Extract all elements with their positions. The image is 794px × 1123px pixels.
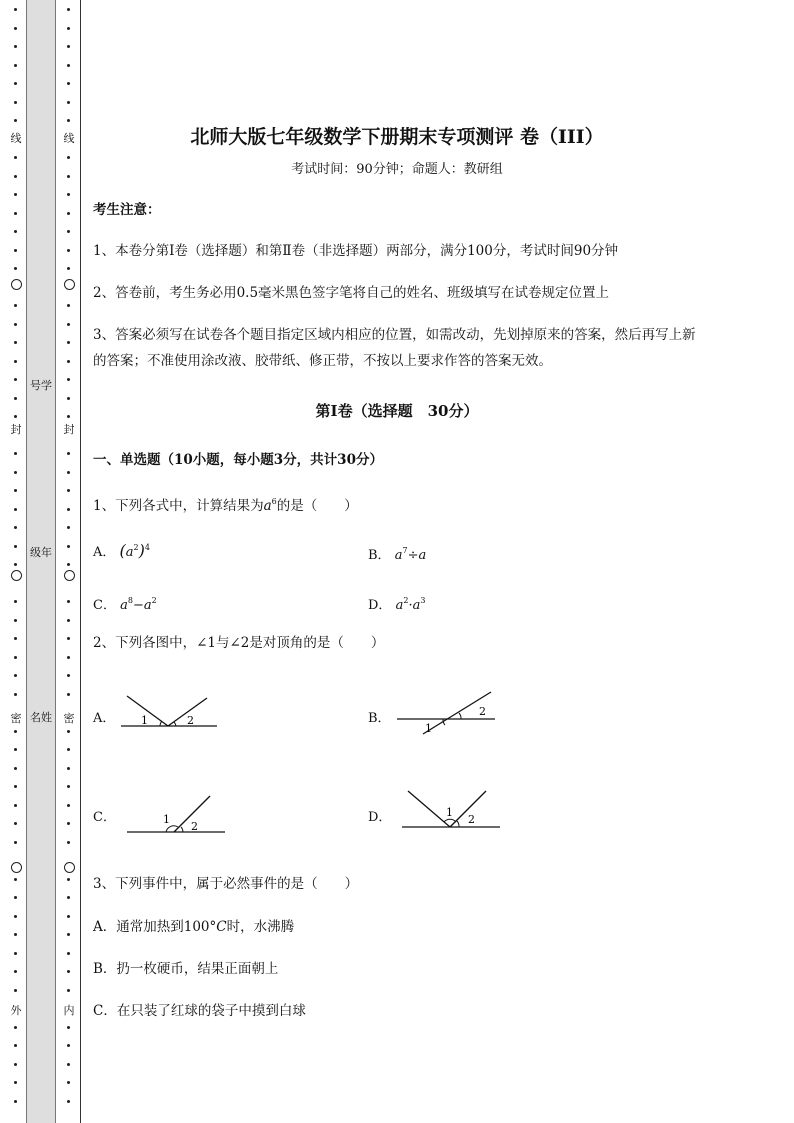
student-id-label: 号学 bbox=[30, 379, 52, 392]
seal-dot bbox=[14, 415, 17, 418]
seal-dot bbox=[14, 267, 17, 270]
seal-dot bbox=[14, 748, 17, 751]
seal-circle-icon bbox=[11, 862, 22, 873]
seal-dot bbox=[67, 785, 70, 788]
q3-option-a[interactable]: A．通常加热到100°C时，水沸腾 bbox=[93, 919, 295, 935]
seal-dot bbox=[67, 822, 70, 825]
seal-dot bbox=[14, 674, 17, 677]
seal-circle-icon bbox=[11, 279, 22, 290]
seal-dot bbox=[14, 822, 17, 825]
seal-dot bbox=[67, 989, 70, 992]
seal-dot bbox=[14, 119, 17, 122]
seal-dot bbox=[67, 8, 70, 11]
seal-dot bbox=[14, 1081, 17, 1084]
seal-dot bbox=[14, 915, 17, 918]
seal-dot bbox=[14, 212, 17, 215]
angle-1-label: 1 bbox=[163, 813, 170, 826]
seal-dot bbox=[14, 156, 17, 159]
seal-dot bbox=[14, 471, 17, 474]
seal-dot bbox=[14, 545, 17, 548]
seal-dot bbox=[14, 101, 17, 104]
seal-dot bbox=[67, 730, 70, 733]
seal-dot bbox=[67, 970, 70, 973]
class-label: 级年 bbox=[30, 546, 52, 559]
seal-dot bbox=[14, 693, 17, 696]
question-2-stem: 2、下列各图中，∠1与∠2是对顶角的是（ ） bbox=[93, 635, 385, 651]
angle-2-label: 2 bbox=[187, 714, 194, 727]
seal-dot bbox=[14, 27, 17, 30]
section-title: 第I卷（选择题 30分） bbox=[315, 402, 479, 420]
seal-dot bbox=[14, 452, 17, 455]
angle-2-label: 2 bbox=[191, 820, 198, 833]
q3-option-b[interactable]: B．扔一枚硬币，结果正面朝上 bbox=[93, 961, 279, 977]
seal-dot bbox=[14, 378, 17, 381]
seal-dot bbox=[14, 341, 17, 344]
notice-item-1: 1、本卷分第I卷（选择题）和第Ⅱ卷（非选择题）两部分，满分100分，考试时间90分钟 bbox=[93, 243, 619, 259]
seal-dot bbox=[14, 193, 17, 196]
seal-dot bbox=[67, 397, 70, 400]
seal-dot bbox=[14, 45, 17, 48]
seal-char: 密 bbox=[63, 712, 75, 725]
seal-dot bbox=[67, 1044, 70, 1047]
seal-dot bbox=[67, 545, 70, 548]
seal-dot bbox=[14, 64, 17, 67]
seal-dot bbox=[14, 730, 17, 733]
q2-option-d-label[interactable]: D． bbox=[368, 810, 392, 825]
seal-dot bbox=[67, 767, 70, 770]
notice-item-3-cont: 的答案；不准使用涂改液、胶带纸、修正带，不按以上要求作答的答案无效。 bbox=[93, 353, 552, 369]
question-3-stem: 3、下列事件中，属于必然事件的是（ ） bbox=[93, 876, 359, 892]
seal-dot bbox=[67, 230, 70, 233]
seal-dot bbox=[14, 878, 17, 881]
seal-dot bbox=[14, 489, 17, 492]
seal-dot bbox=[67, 563, 70, 566]
seal-circle-icon bbox=[11, 570, 22, 581]
seal-dot bbox=[67, 878, 70, 881]
seal-dot bbox=[67, 841, 70, 844]
notice-item-2: 2、答卷前，考生务必用0.5毫米黑色签字笔将自己的姓名、班级填写在试卷规定位置上 bbox=[93, 285, 610, 301]
q2-option-b-label[interactable]: B． bbox=[368, 711, 391, 726]
seal-char: 封 bbox=[10, 423, 22, 436]
seal-dot bbox=[67, 619, 70, 622]
seal-dot bbox=[14, 1100, 17, 1103]
seal-char: 线 bbox=[63, 132, 75, 145]
seal-dot bbox=[67, 508, 70, 511]
seal-dot bbox=[67, 452, 70, 455]
seal-dot bbox=[67, 896, 70, 899]
seal-dot bbox=[67, 693, 70, 696]
right-dot-column bbox=[62, 0, 76, 1123]
part-heading: 一、单选题（10小题，每小题3分，共计30分） bbox=[93, 452, 383, 468]
seal-dot bbox=[67, 1081, 70, 1084]
name-label: 名姓 bbox=[30, 711, 52, 724]
seal-dot bbox=[67, 304, 70, 307]
seal-dot bbox=[14, 526, 17, 529]
seal-dot bbox=[14, 82, 17, 85]
seal-dot bbox=[14, 397, 17, 400]
seal-dot bbox=[14, 323, 17, 326]
seal-circle-icon bbox=[64, 862, 75, 873]
seal-circle-icon bbox=[64, 570, 75, 581]
seal-dot bbox=[67, 323, 70, 326]
q1-option-d[interactable]: D． $a^2\cdot a^3$ bbox=[368, 596, 426, 613]
notice-heading: 考生注意： bbox=[93, 202, 161, 218]
seal-dot bbox=[14, 563, 17, 566]
q2-figure-b[interactable] bbox=[393, 688, 503, 738]
seal-dot bbox=[67, 526, 70, 529]
seal-dot bbox=[14, 508, 17, 511]
seal-dot bbox=[14, 600, 17, 603]
seal-dot bbox=[14, 896, 17, 899]
seal-dot bbox=[14, 230, 17, 233]
angle-2-label: 2 bbox=[479, 705, 486, 718]
seal-dot bbox=[14, 933, 17, 936]
seal-dot bbox=[67, 471, 70, 474]
seal-dot bbox=[67, 175, 70, 178]
seal-char: 内 bbox=[63, 1004, 75, 1017]
student-info-strip bbox=[26, 0, 56, 1123]
seal-dot bbox=[67, 1026, 70, 1029]
angle-1-label: 1 bbox=[446, 806, 453, 819]
seal-dot bbox=[14, 249, 17, 252]
q3-option-c[interactable]: C．在只装了红球的袋子中摸到白球 bbox=[93, 1003, 306, 1019]
q1-option-a[interactable]: A． $(a^2)^4$ bbox=[93, 541, 150, 560]
seal-char: 封 bbox=[63, 423, 75, 436]
seal-dot bbox=[67, 249, 70, 252]
seal-char: 密 bbox=[10, 712, 22, 725]
angle-2-label: 2 bbox=[468, 813, 475, 826]
seal-dot bbox=[14, 1026, 17, 1029]
seal-dot bbox=[14, 175, 17, 178]
seal-dot bbox=[67, 933, 70, 936]
seal-dot bbox=[67, 27, 70, 30]
seal-dot bbox=[14, 1063, 17, 1066]
angle-1-label: 1 bbox=[425, 722, 432, 735]
seal-dot bbox=[67, 341, 70, 344]
page-title: 北师大版七年级数学下册期末专项测评 卷（III） bbox=[190, 126, 604, 148]
seal-dot bbox=[67, 915, 70, 918]
seal-dot bbox=[67, 267, 70, 270]
q1-option-c[interactable]: C． $a^8-a^2$ bbox=[93, 596, 157, 613]
seal-dot bbox=[14, 619, 17, 622]
seal-dot bbox=[67, 360, 70, 363]
notice-item-3: 3、答案必须写在试卷各个题目指定区域内相应的位置，如需改动，先划掉原来的答案，然后再写上新 bbox=[93, 327, 696, 343]
question-1-stem: 1、下列各式中，计算结果为$a^6$的是（ ） bbox=[93, 497, 358, 514]
seal-dot bbox=[67, 82, 70, 85]
seal-char: 线 bbox=[10, 132, 22, 145]
seal-dot bbox=[67, 415, 70, 418]
seal-dot bbox=[67, 1100, 70, 1103]
seal-dot bbox=[14, 8, 17, 11]
seal-dot bbox=[67, 748, 70, 751]
seal-dot bbox=[67, 64, 70, 67]
seal-dot bbox=[14, 785, 17, 788]
seal-dot bbox=[67, 656, 70, 659]
seal-dot bbox=[67, 193, 70, 196]
seal-dot bbox=[14, 637, 17, 640]
left-dot-column bbox=[9, 0, 23, 1123]
seal-dot bbox=[67, 637, 70, 640]
seal-circle-icon bbox=[64, 279, 75, 290]
seal-dot bbox=[14, 952, 17, 955]
angle-1-label: 1 bbox=[141, 714, 148, 727]
seal-dot bbox=[67, 952, 70, 955]
seal-dot bbox=[67, 804, 70, 807]
seal-dot bbox=[14, 767, 17, 770]
seal-dot bbox=[67, 600, 70, 603]
seal-char: 外 bbox=[10, 1004, 22, 1017]
q2-figure-c[interactable] bbox=[122, 790, 232, 838]
seal-dot bbox=[14, 656, 17, 659]
seal-dot bbox=[67, 119, 70, 122]
q2-figure-a[interactable] bbox=[115, 690, 225, 735]
seal-dot bbox=[14, 804, 17, 807]
seal-dot bbox=[67, 674, 70, 677]
q2-option-a-label[interactable]: A． bbox=[93, 711, 116, 726]
seal-dot bbox=[67, 45, 70, 48]
seal-dot bbox=[14, 970, 17, 973]
seal-dot bbox=[14, 841, 17, 844]
seal-dot bbox=[14, 360, 17, 363]
seal-dot bbox=[14, 304, 17, 307]
seal-dot bbox=[67, 489, 70, 492]
exam-info: 考试时间：90分钟；命题人：教研组 bbox=[291, 162, 503, 177]
seal-dot bbox=[67, 1063, 70, 1066]
seal-dot bbox=[14, 1044, 17, 1047]
seal-dot bbox=[67, 212, 70, 215]
seal-dot bbox=[67, 378, 70, 381]
q2-option-c-label[interactable]: C． bbox=[93, 810, 116, 825]
q2-figure-d[interactable] bbox=[398, 786, 508, 834]
q1-option-b[interactable]: B． $a^7\div a$ bbox=[368, 546, 427, 563]
seal-dot bbox=[67, 156, 70, 159]
seal-dot bbox=[14, 989, 17, 992]
seal-dot bbox=[67, 101, 70, 104]
